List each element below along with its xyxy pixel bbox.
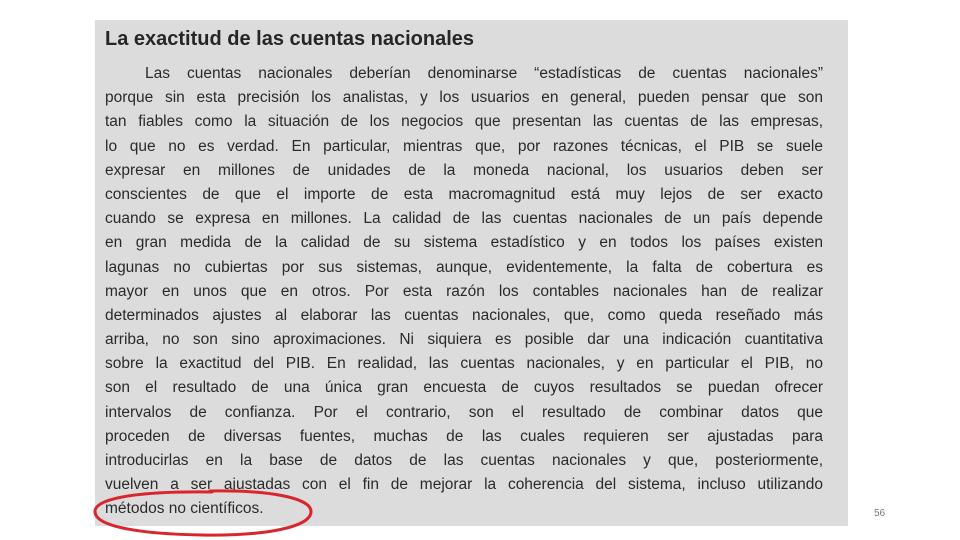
excerpt-paragraph xyxy=(105,62,823,522)
excerpt-title: La exactitud de las cuentas nacionales xyxy=(105,28,475,50)
paragraph-line: lagunas no cubiertas por sus sistemas, aunque, evidentemente, la falta de cobertura es xyxy=(105,258,823,276)
paragraph-line: vuelven a ser ajustadas con el fin de mejorar la coherencia del sistema, incluso utilizando xyxy=(105,476,823,494)
paragraph-line: cuando se expresa en millones. La calidad de las cuentas nacionales de un país depende xyxy=(105,210,823,228)
paragraph-line: mayor en unos que en otros. Por esta razón los contables nacionales han de realizar xyxy=(105,282,823,300)
highlighted-phrase: métodos no científicos. xyxy=(105,500,264,518)
paragraph-line: tan fiables como la situación de los negocios que presentan las cuentas de las empresas, xyxy=(105,113,823,131)
paragraph-line: determinados ajustes al elaborar las cuentas nacionales, que, como queda reseñado más xyxy=(105,306,823,324)
paragraph-line: sobre la exactitud del PIB. En realidad, las cuentas nacionales, y en particular el PIB, no xyxy=(105,355,823,373)
paragraph-line: son el resultado de una única gran encuesta de cuyos resultados se puedan ofrecer xyxy=(105,379,823,397)
red-highlight-ellipse xyxy=(90,487,316,539)
paragraph-line: conscientes de que el importe de esta macromagnitud está muy lejos de ser exacto xyxy=(105,185,823,203)
paragraph-line: lo que no es verdad. En particular, mientras que, por razones técnicas, el PIB se suele xyxy=(105,137,823,155)
text-excerpt-panel xyxy=(95,20,848,526)
page-number: 56 xyxy=(874,508,886,519)
paragraph-line: intervalos de confianza. Por el contrario, son el resultado de combinar datos que xyxy=(105,403,823,421)
paragraph-line: en gran medida de la calidad de su sistema estadístico y en todos los países existen xyxy=(105,234,823,252)
paragraph-line: introducirlas en la base de datos de las cuentas nacionales y que, posteriormente, xyxy=(105,452,823,469)
paragraph-line: Las cuentas nacionales deberían denominarse “estadísticas de cuentas nacionales” xyxy=(145,65,823,82)
paragraph-line: expresar en millones de unidades de la moneda nacional, los usuarios deben ser xyxy=(105,161,823,179)
paragraph-line: proceden de diversas fuentes, muchas de las cuales requieren ser ajustadas para xyxy=(105,427,823,445)
paragraph-line: arriba, no son sino aproximaciones. Ni siquiera es posible dar una indicación cuantitativa xyxy=(105,331,823,349)
paragraph-line: porque sin esta precisión los analistas, y los usuarios en general, pueden pensar que son xyxy=(105,89,823,107)
